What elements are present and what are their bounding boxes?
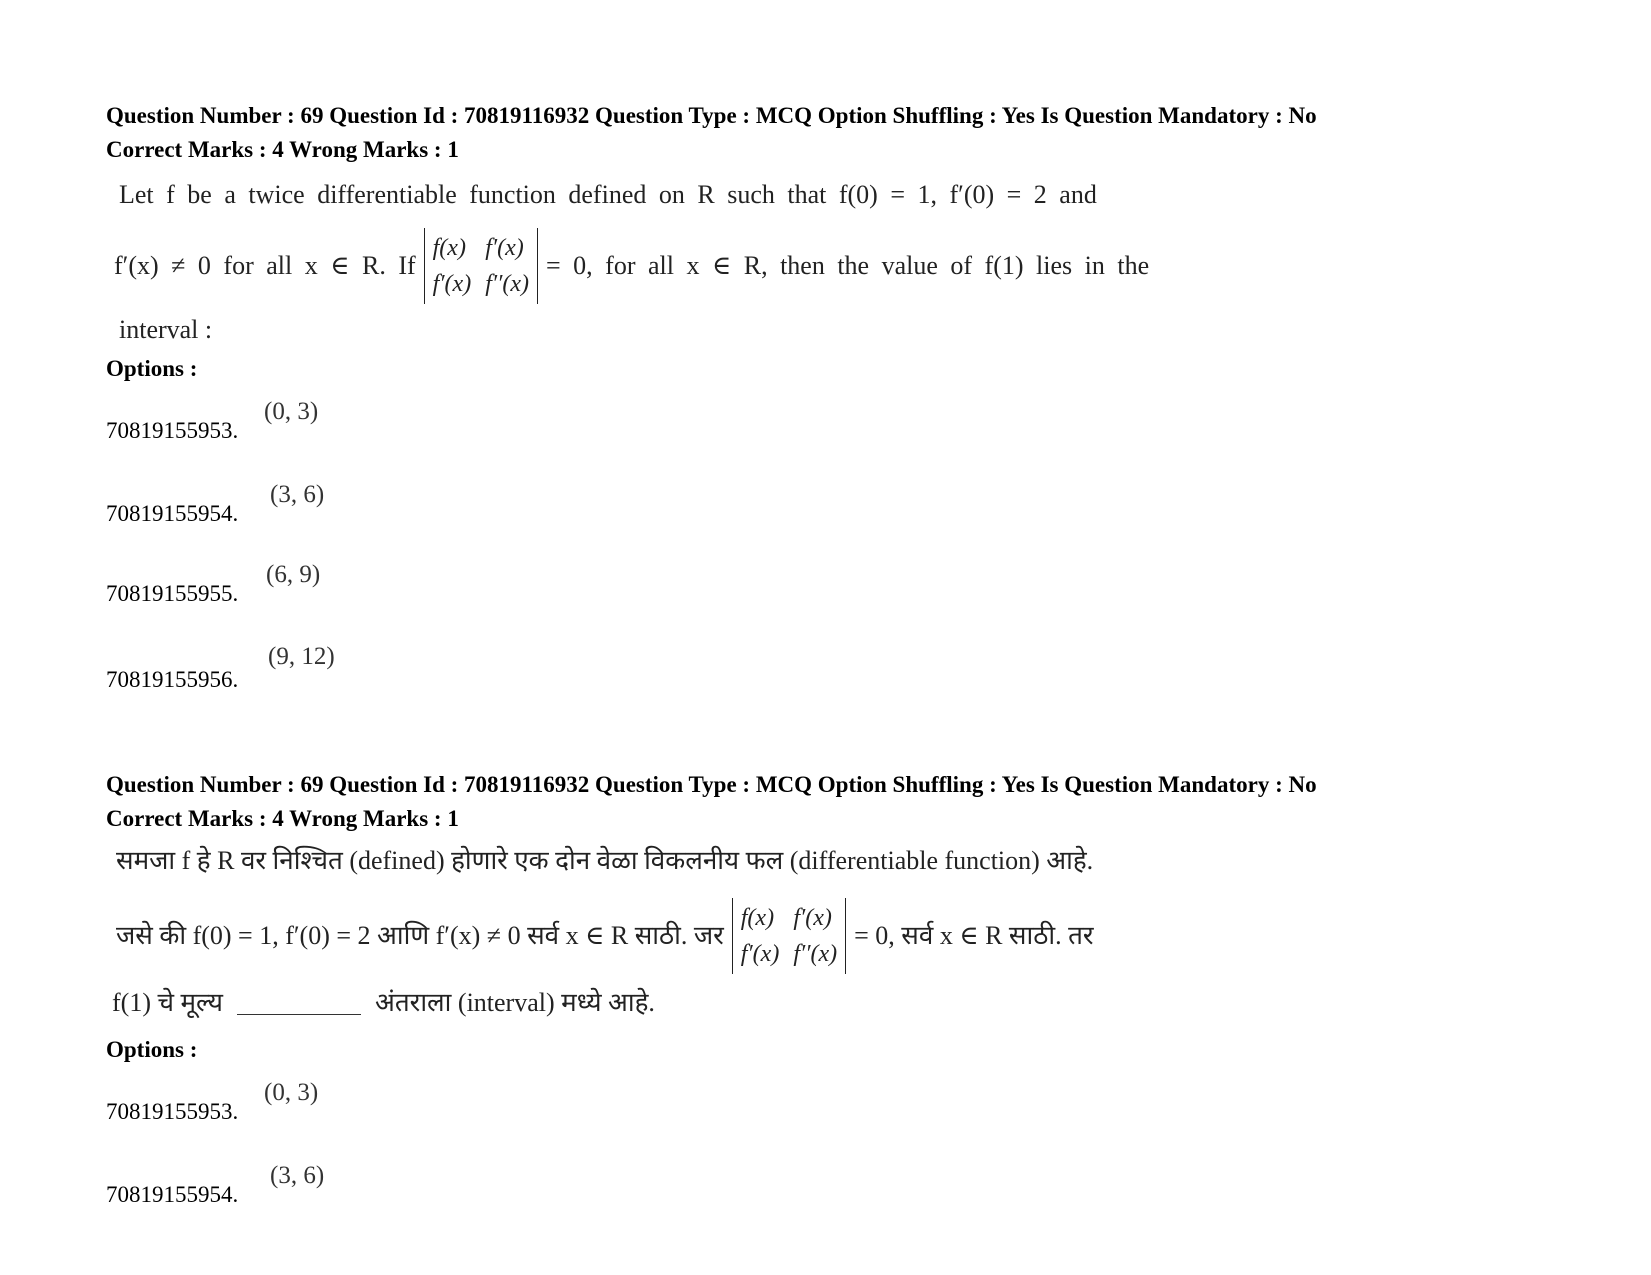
marks-line: Correct Marks : 4 Wrong Marks : 1 [106,137,459,162]
option-id: 70819155955. [106,581,239,606]
question-header: Question Number : 69 Question Id : 70819116932 Question Type : MCQ Option Shuffling : Yes Is Question Mandatory : No [106,103,1317,128]
option-value: (9, 12) [268,643,335,670]
option-value: (6, 9) [266,561,321,588]
marks-line: Correct Marks : 4 Wrong Marks : 1 [106,806,459,831]
det-cell-b: f′(x) [793,905,832,931]
option-value: (0, 3) [264,1079,319,1106]
question-text-after-determinant: = 0, सर्व x ∈ R साठी. तर [854,921,1094,950]
question-header: Question Number : 69 Question Id : 70819116932 Question Type : MCQ Option Shuffling : Yes Is Question Mandatory : No [106,772,1317,797]
option-value: (3, 6) [270,1162,325,1189]
question-text-before-determinant: जसे की f(0) = 1, f′(0) = 2 आणि f′(x) ≠ 0 सर्व x ∈ R साठी. जर [116,921,724,950]
option-id: 70819155956. [106,667,239,692]
question-text-line-3 [112,988,655,1018]
options-label: Options : [106,1037,198,1062]
question-text-line-1: समजा f हे R वर निश्चित (defined) होणारे एक दोन वेळा विकलनीय फल (differentiable function) आहे. [116,846,1094,875]
question-text-before-determinant: f′(x) ≠ 0 for all x ∈ R. If [114,251,416,280]
det-cell-a: f(x) [432,235,466,261]
question-text-line-2 [114,226,1149,306]
determinant [424,228,538,304]
question-text-after-blank: अंतराला (interval) मध्ये आहे. [375,988,655,1017]
option-id: 70819155953. [106,418,239,443]
fill-in-blank [237,1014,361,1015]
det-cell-c: f′(x) [740,941,780,967]
option-value: (3, 6) [270,481,325,508]
question-text-line-2 [116,895,1094,977]
det-cell-c: f′(x) [432,271,472,297]
option-id: 70819155954. [106,1182,239,1207]
option-id: 70819155954. [106,501,239,526]
det-cell-b: f′(x) [485,235,524,261]
option-value: (0, 3) [264,398,319,425]
question-text-line-3: interval : [119,315,213,344]
det-cell-a: f(x) [740,905,775,931]
question-text-before-blank: f(1) चे मूल्य [112,988,223,1017]
det-cell-d: f′′(x) [485,271,530,297]
question-text-after-determinant: = 0, for all x ∈ R, then the value of f(1) lies in the [546,251,1150,280]
det-cell-d: f′′(x) [793,941,838,967]
option-id: 70819155953. [106,1099,239,1124]
question-text-line-1: Let f be a twice differentiable function defined on R such that f(0) = 1, f′(0) = 2 and [119,180,1097,209]
determinant [732,898,846,974]
options-label: Options : [106,356,198,381]
